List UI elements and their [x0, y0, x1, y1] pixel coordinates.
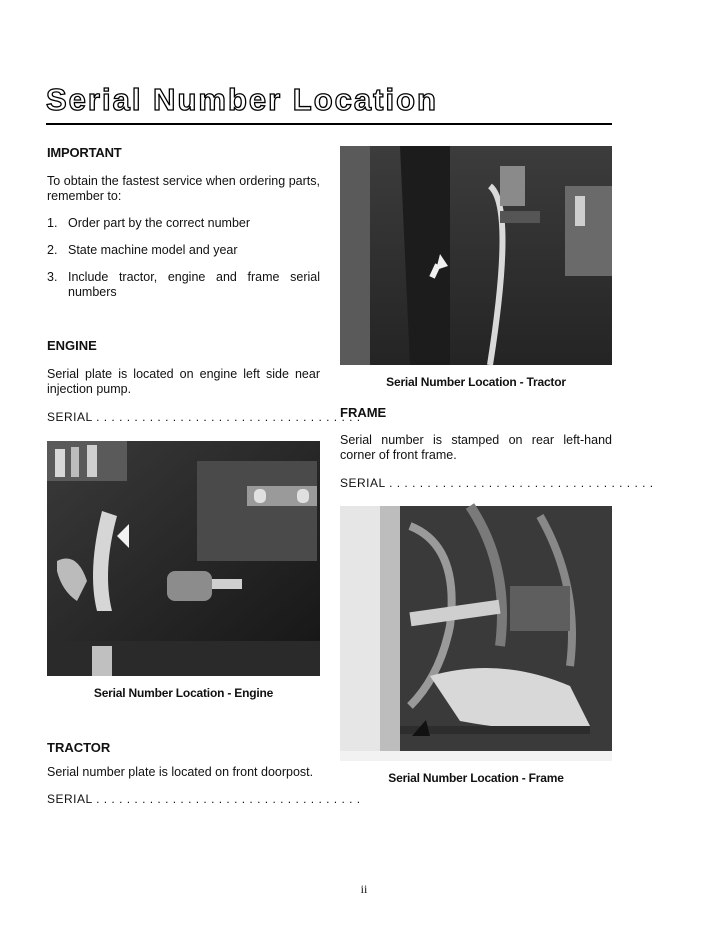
list-item-number: 1. — [47, 216, 58, 230]
right-column — [340, 146, 654, 785]
tractor-heading: TRACTOR — [47, 740, 111, 755]
engine-serial-field: SERIAL . . . . . . . . . . . . . . . . . . . . . . . . . . . . . . . . . . . — [47, 410, 361, 424]
engine-text: Serial plate is located on engine left side near injection pump. — [47, 367, 320, 396]
page-number: ii — [360, 882, 368, 896]
title-rule — [46, 123, 612, 125]
frame-serial-field: SERIAL . . . . . . . . . . . . . . . . . . . . . . . . . . . . . . . . . . . — [340, 476, 654, 490]
tractor-photo-image — [340, 146, 612, 365]
tractor-text: Serial number plate is located on front doorpost. — [47, 765, 314, 779]
engine-caption: Serial Number Location - Engine — [93, 686, 274, 700]
engine-photo — [47, 441, 320, 676]
frame-photo-image — [340, 506, 612, 761]
tractor-caption: Serial Number Location - Tractor — [386, 375, 566, 389]
frame-heading: FRAME — [340, 405, 387, 420]
tractor-serial-field: SERIAL . . . . . . . . . . . . . . . . . . . . . . . . . . . . . . . . . . . — [47, 792, 361, 806]
engine-photo-image — [47, 441, 320, 676]
list-item — [47, 216, 320, 231]
important-list — [47, 216, 320, 300]
important-heading: IMPORTANT — [47, 145, 122, 160]
important-intro: To obtain the fastest service when ordering parts, remember to: — [47, 174, 320, 203]
list-item-number: 2. — [47, 243, 58, 257]
engine-heading: ENGINE — [47, 338, 97, 353]
frame-photo — [340, 506, 612, 761]
list-item-text: Include tractor, engine and frame serial numbers — [68, 270, 320, 299]
frame-text: Serial number is stamped on rear left-hand corner of front frame. — [340, 433, 612, 462]
page-title: Serial Number Location — [46, 82, 438, 117]
list-item-text: State machine model and year — [68, 243, 238, 257]
list-item-text: Order part by the correct number — [68, 216, 251, 230]
list-item — [47, 270, 320, 300]
list-item-number: 3. — [47, 270, 58, 284]
tractor-photo — [340, 146, 612, 365]
list-item — [47, 243, 320, 258]
left-column — [47, 145, 361, 806]
frame-caption: Serial Number Location - Frame — [388, 771, 564, 785]
